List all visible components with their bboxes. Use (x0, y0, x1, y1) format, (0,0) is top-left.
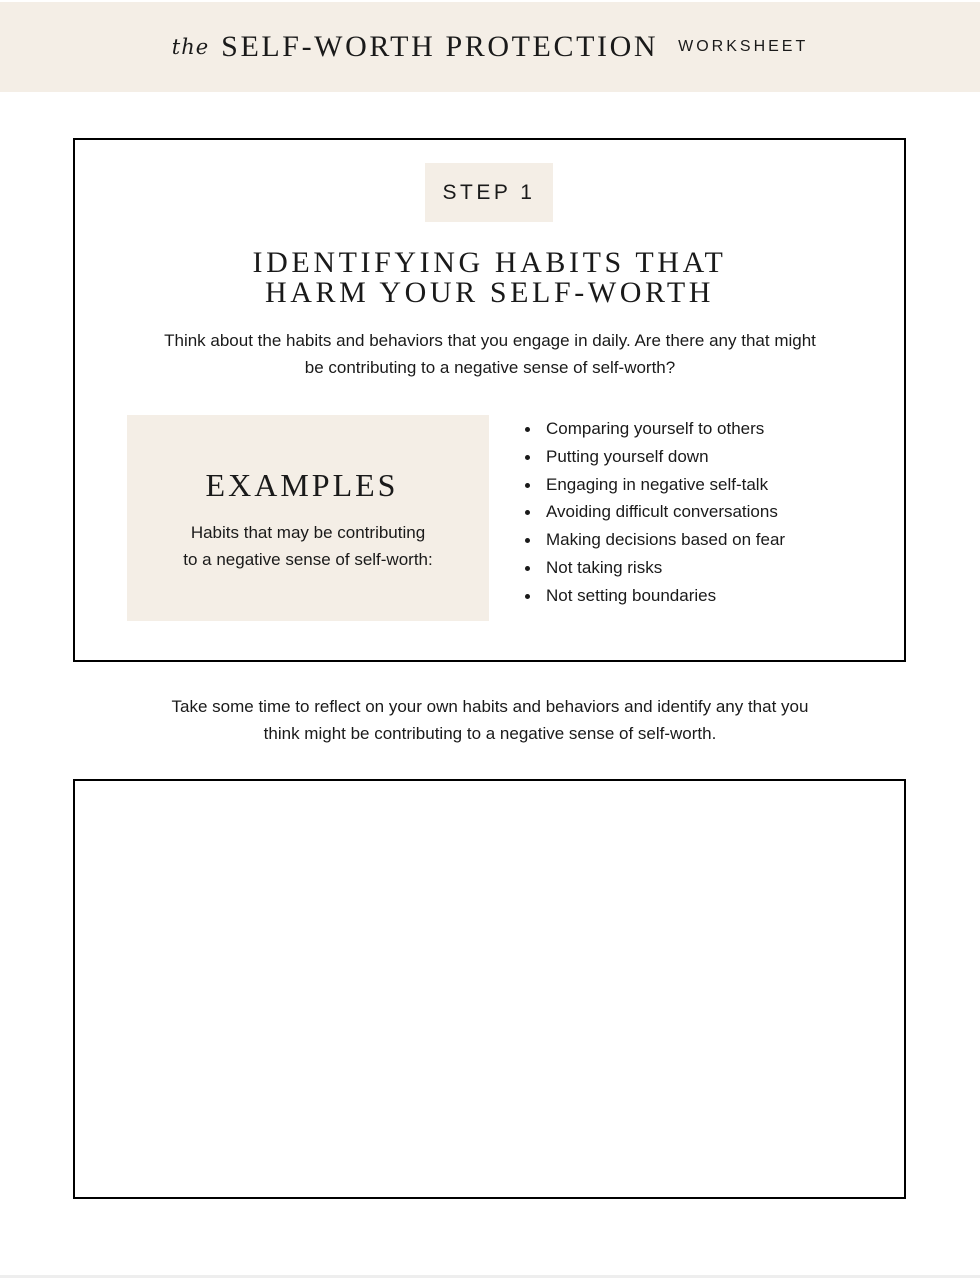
title-subtitle: WORKSHEET (678, 38, 809, 55)
list-item: Putting yourself down (522, 443, 785, 471)
reflection-prompt (95, 693, 885, 747)
examples-list (522, 415, 785, 610)
step-badge-label: STEP 1 (442, 180, 536, 204)
step-badge (425, 163, 553, 222)
step-heading-line-1: IDENTIFYING HABITS THAT (252, 246, 727, 279)
list-item: Avoiding difficult conversations (522, 498, 785, 526)
examples-description-line-2: to a negative sense of self-worth: (183, 550, 433, 569)
title-main: SELF-WORTH PROTECTION (221, 30, 659, 63)
step-intro (95, 327, 885, 381)
title-prefix: the (171, 35, 210, 59)
step-intro-line-1: Think about the habits and behaviors that you engage in daily. Are there any that might (164, 331, 816, 350)
reflection-prompt-line-1: Take some time to reflect on your own habits and behaviors and identify any that you (171, 697, 809, 716)
list-item: Engaging in negative self-talk (522, 471, 785, 499)
worksheet-title (0, 2, 980, 92)
examples-description-line-1: Habits that may be contributing (190, 523, 426, 542)
examples-panel (127, 415, 489, 621)
list-item: Making decisions based on fear (522, 526, 785, 554)
list-item: Not taking risks (522, 554, 785, 582)
step-intro-line-2: be contributing to a negative sense of self-worth? (304, 358, 676, 377)
list-item: Comparing yourself to others (522, 415, 785, 443)
step-heading (73, 248, 906, 308)
step-heading-line-2: HARM YOUR SELF-WORTH (264, 276, 715, 309)
header-band (0, 2, 980, 92)
examples-title: EXAMPLES (205, 467, 399, 503)
answer-writing-box[interactable] (73, 779, 906, 1199)
list-item: Not setting boundaries (522, 582, 785, 610)
examples-description (127, 519, 489, 573)
reflection-prompt-line-2: think might be contributing to a negative sense of self-worth. (263, 724, 717, 743)
